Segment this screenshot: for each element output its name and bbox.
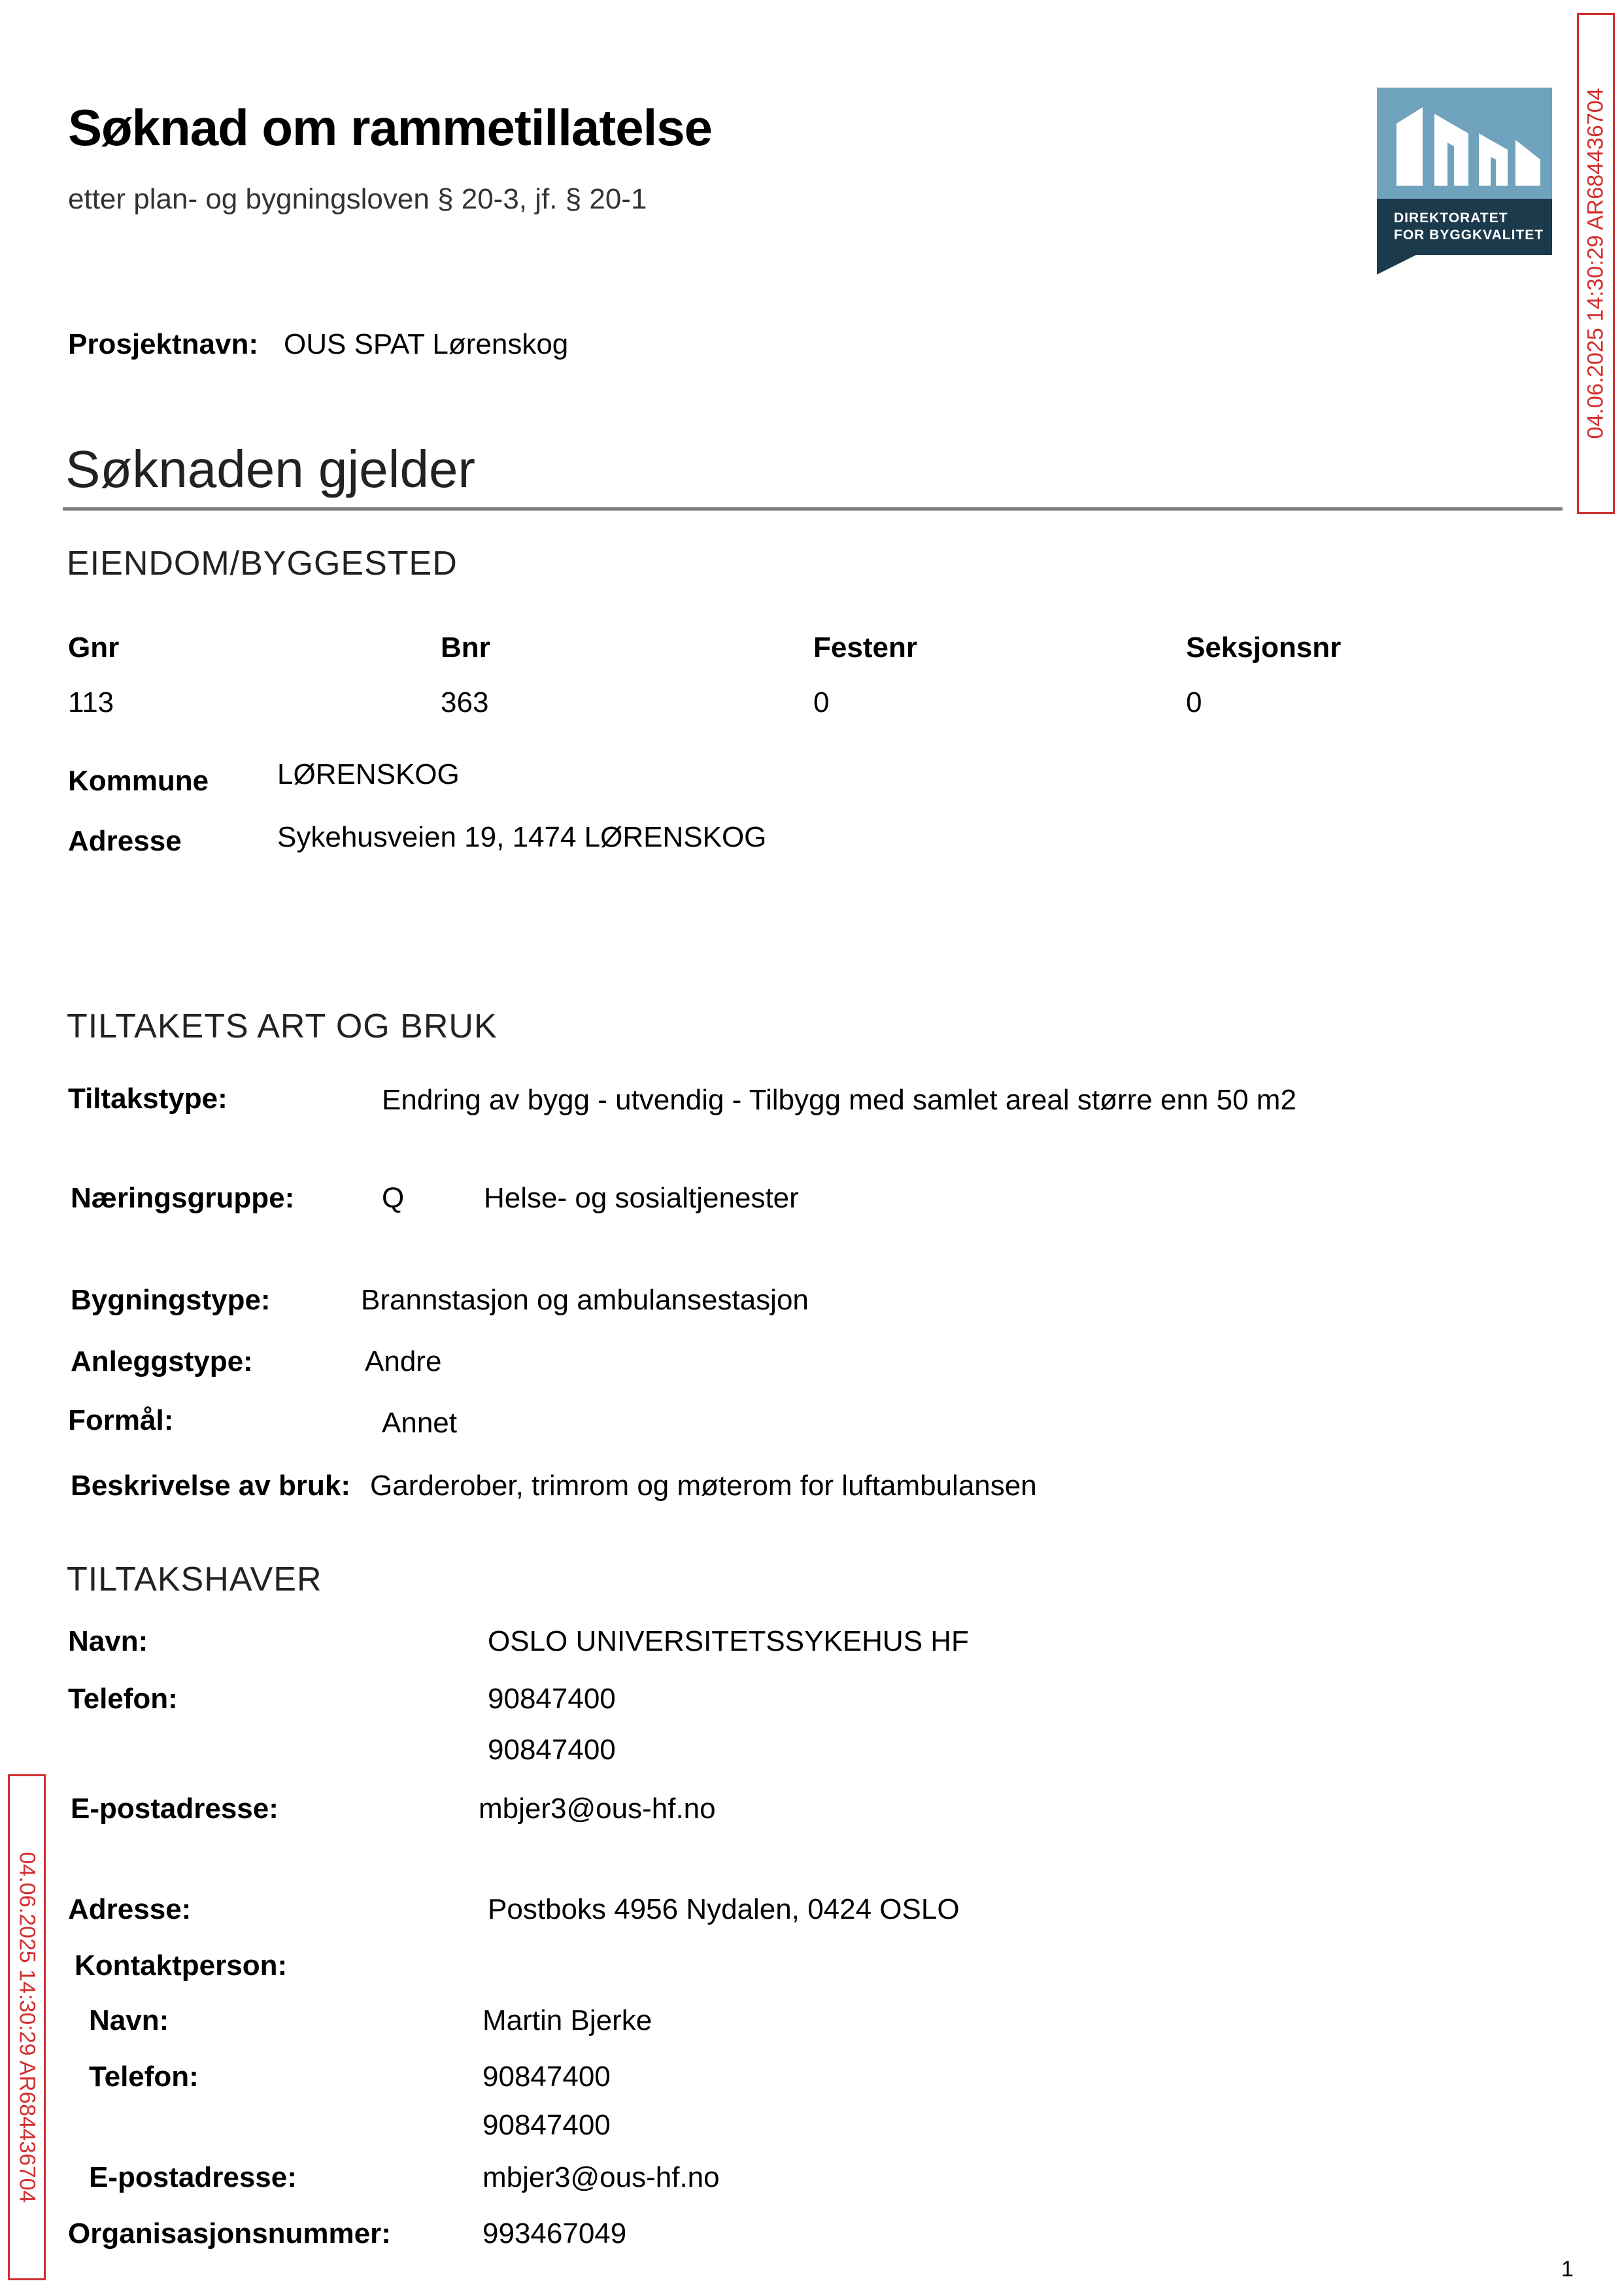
- page-number: 1: [1561, 2257, 1574, 2282]
- kontaktperson-label: Kontaktperson:: [75, 1949, 288, 1982]
- formal-value: Annet: [382, 1407, 457, 1439]
- tiltakstype-value: Endring av bygg - utvendig - Tilbygg med samlet areal større enn 50 m2: [382, 1084, 1296, 1116]
- formal-label: Formål:: [68, 1404, 174, 1436]
- logo-bottom-panel: [1377, 199, 1552, 255]
- dibk-logo: [1377, 88, 1552, 275]
- seksjonsnr-label: Seksjonsnr: [1186, 632, 1342, 664]
- main-heading: Søknaden gjelder: [65, 440, 476, 498]
- project-name-label: Prosjektnavn:: [68, 328, 258, 360]
- tiltakshaver-telefon-value-1: 90847400: [488, 1683, 616, 1715]
- bnr-label: Bnr: [441, 632, 490, 664]
- organisasjonsnummer-value: 993467049: [482, 2218, 627, 2250]
- adresse-value: Sykehusveien 19, 1474 LØRENSKOG: [277, 821, 767, 853]
- section-heading-tiltakshaver: TILTAKSHAVER: [67, 1560, 322, 1598]
- tiltakshaver-navn-value: OSLO UNIVERSITETSSYKEHUS HF: [488, 1625, 969, 1657]
- naeringsgruppe-label: Næringsgruppe:: [71, 1182, 295, 1214]
- kontakt-navn-value: Martin Bjerke: [482, 2004, 652, 2036]
- anleggstype-label: Anleggstype:: [71, 1345, 253, 1377]
- logo-tab: [1377, 255, 1416, 275]
- festenr-label: Festenr: [813, 632, 917, 664]
- tiltakshaver-adresse-label: Adresse:: [68, 1893, 192, 1925]
- tiltakshaver-navn-label: Navn:: [68, 1625, 148, 1657]
- tiltakshaver-epost-value: mbjer3@ous-hf.no: [479, 1793, 716, 1825]
- seksjonsnr-value: 0: [1186, 686, 1202, 718]
- section-heading-eiendom: EIENDOM/BYGGESTED: [67, 545, 458, 582]
- kommune-value: LØRENSKOG: [277, 758, 460, 790]
- timestamp-stamp-top-right: [1577, 13, 1615, 514]
- bnr-value: 363: [441, 686, 489, 718]
- festenr-value: 0: [813, 686, 830, 718]
- project-name-value: OUS SPAT Lørenskog: [284, 328, 569, 360]
- kontakt-telefon-label: Telefon:: [89, 2061, 199, 2093]
- kontakt-telefon-value-1: 90847400: [482, 2061, 611, 2093]
- logo-text-line-1: DIREKTORATET: [1394, 211, 1508, 226]
- gnr-label: Gnr: [68, 632, 120, 664]
- heading-divider: [63, 507, 1563, 511]
- bygningstype-value: Brannstasjon og ambulansestasjon: [361, 1284, 809, 1316]
- naeringsgruppe-value: Helse- og sosialtjenester: [484, 1182, 799, 1214]
- logo-buildings-icon: [1377, 88, 1552, 199]
- bygningstype-label: Bygningstype:: [71, 1284, 271, 1316]
- kommune-label: Kommune: [68, 765, 209, 797]
- document-title: Søknad om rammetillatelse: [68, 99, 713, 156]
- kontakt-navn-label: Navn:: [89, 2004, 169, 2036]
- stamp-text-left: 04.06.2025 14:30:29 AR684436704: [14, 1851, 40, 2203]
- tiltakshaver-epost-label: E-postadresse:: [71, 1793, 279, 1825]
- adresse-label: Adresse: [68, 825, 182, 857]
- timestamp-stamp-bottom-left: [8, 1774, 46, 2280]
- document-subtitle: etter plan- og bygningsloven § 20-3, jf. § 20-1: [68, 183, 647, 215]
- stamp-text-top: 04.06.2025 14:30:29 AR684436704: [1583, 88, 1608, 439]
- anleggstype-value: Andre: [365, 1345, 442, 1377]
- tiltakshaver-telefon-value-2: 90847400: [488, 1734, 616, 1766]
- kontakt-telefon-value-2: 90847400: [482, 2109, 611, 2141]
- beskrivelse-label: Beskrivelse av bruk:: [71, 1470, 351, 1502]
- naeringsgruppe-code: Q: [382, 1182, 405, 1214]
- tiltakshaver-adresse-value: Postboks 4956 Nydalen, 0424 OSLO: [488, 1893, 960, 1925]
- kontakt-epost-value: mbjer3@ous-hf.no: [482, 2161, 720, 2193]
- beskrivelse-value: Garderober, trimrom og møterom for luftambulansen: [370, 1470, 1037, 1502]
- kontakt-epost-label: E-postadresse:: [89, 2161, 297, 2193]
- tiltakshaver-telefon-label: Telefon:: [68, 1683, 178, 1715]
- tiltakstype-label: Tiltakstype:: [68, 1083, 228, 1115]
- section-heading-tiltak: TILTAKETS ART OG BRUK: [67, 1007, 498, 1045]
- organisasjonsnummer-label: Organisasjonsnummer:: [68, 2218, 391, 2250]
- logo-text-line-2: FOR BYGGKVALITET: [1394, 228, 1544, 243]
- gnr-value: 113: [68, 686, 114, 718]
